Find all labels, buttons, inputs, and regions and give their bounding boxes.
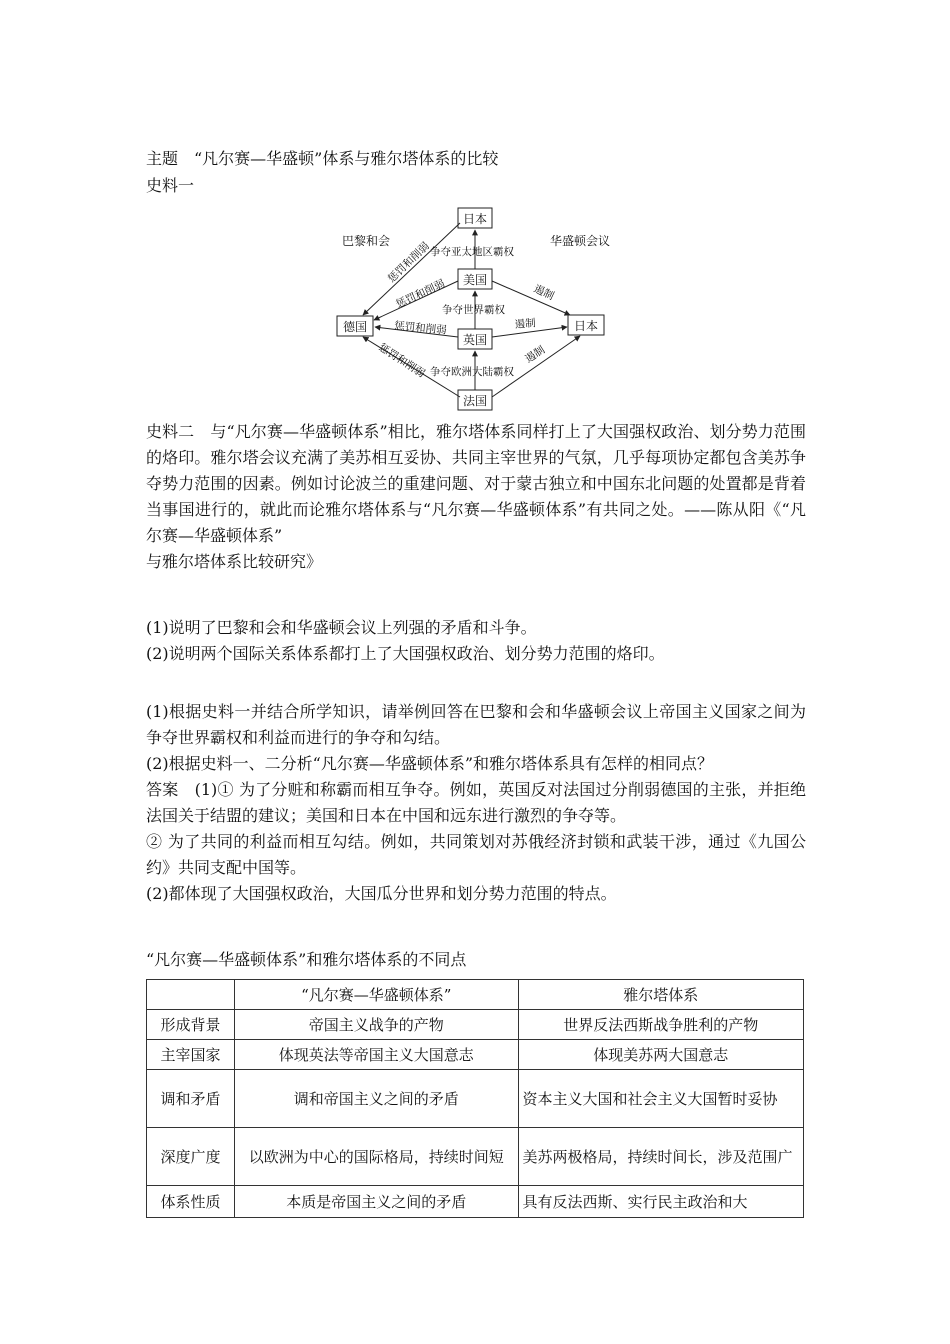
comparison-table	[146, 979, 804, 1218]
source2-citation-tail: 与雅尔塔体系比较研究》	[146, 552, 323, 571]
source2-block	[146, 419, 806, 575]
edge-usa-germany: 惩罚和削弱	[394, 277, 447, 311]
table-header-cell: “凡尔赛—华盛顿体系”	[235, 980, 518, 1010]
node-uk-label: 英国	[462, 333, 488, 347]
answer-part-a: 答案 (1)① 为了分赃和称霸而相互争夺。例如，英国反对法国过分削弱德国的主张，并拒绝法国关于结盟的建议；美国和日本在中国和远东进行激烈的争夺等。	[146, 780, 806, 825]
node-japan-top-label: 日本	[462, 212, 488, 226]
relations-diagram	[330, 205, 620, 413]
table-cell: 具有反法西斯、实行民主政治和大	[518, 1186, 803, 1218]
edge-uk-japan: 遏制	[514, 317, 537, 331]
table-cell: 体现英法等帝国主义大国意志	[235, 1040, 518, 1070]
node-usa-label: 美国	[462, 273, 488, 287]
table-cell: 本质是帝国主义之间的矛盾	[235, 1186, 518, 1218]
question-1: (1)根据史料一并结合所学知识，请举例回答在巴黎和会和华盛顿会议上帝国主义国家之间为争夺世界霸权和利益而进行的争夺和勾结。	[146, 702, 806, 747]
note-1: (1)说明了巴黎和会和华盛顿会议上列强的矛盾和斗争。	[146, 618, 537, 637]
edge-france-germany: 惩罚和削弱	[376, 341, 427, 381]
table-header-cell: 雅尔塔体系	[518, 980, 803, 1010]
row-label: 主宰国家	[147, 1040, 235, 1070]
node-germany-label: 德国	[342, 320, 368, 334]
node-japan-right-label: 日本	[573, 319, 599, 333]
table-title: “凡尔赛—华盛顿体系”和雅尔塔体系的不同点	[146, 950, 467, 969]
label-washington: 华盛顿会议	[550, 234, 611, 248]
question-2: (2)根据史料一、二分析“凡尔赛—华盛顿体系”和雅尔塔体系具有怎样的相同点？	[146, 754, 714, 773]
table-row	[147, 1040, 804, 1070]
table-cell: 资本主义大国和社会主义大国暂时妥协	[518, 1070, 803, 1128]
questions-block	[146, 699, 806, 907]
edge-uk-germany: 惩罚和削弱	[393, 320, 448, 337]
table-cell: 体现美苏两大国意志	[518, 1040, 803, 1070]
table-row	[147, 1186, 804, 1218]
source2-text: 史料二 与“凡尔赛—华盛顿体系”相比，雅尔塔体系同样打上了大国强权政治、划分势力范围的烙印。雅尔塔会议充满了美苏相互妥协、共同主宰世界的气氛，几乎每项协定都包含美苏争夺势力范围的因素。例如讨论波兰的重建问题、对于蒙古独立和中国东北问题的处置都是背着当事国进行的，就此而论雅尔塔体系与“凡尔赛—华盛顿体系”有共同之处。——陈从阳《“凡尔赛—华盛顿体系”	[146, 422, 806, 545]
row-label: 调和矛盾	[147, 1070, 235, 1128]
table-header-cell	[147, 980, 235, 1010]
edge-france-japan: 遏制	[523, 344, 548, 366]
node-france-label: 法国	[462, 394, 488, 408]
text-europe: 争夺欧洲大陆霸权	[430, 366, 514, 378]
answer-part-c: (2)都体现了大国强权政治，大国瓜分世界和划分势力范围的特点。	[146, 884, 617, 903]
note-2: (2)说明两个国际关系体系都打上了大国强权政治、划分势力范围的烙印。	[146, 644, 665, 663]
table-cell: 以欧洲为中心的国际格局，持续时间短	[235, 1128, 518, 1186]
text-world: 争夺世界霸权	[442, 304, 505, 316]
table-row	[147, 1010, 804, 1040]
row-label: 体系性质	[147, 1186, 235, 1218]
table-cell: 调和帝国主义之间的矛盾	[235, 1070, 518, 1128]
source1-label: 史料一	[146, 176, 195, 195]
notes-block	[146, 615, 806, 667]
table-row	[147, 1128, 804, 1186]
row-label: 深度广度	[147, 1128, 235, 1186]
table-header-row	[147, 980, 804, 1010]
edge-usa-japan: 遏制	[531, 282, 556, 303]
table-cell: 世界反法西斯战争胜利的产物	[518, 1010, 803, 1040]
label-paris: 巴黎和会	[342, 234, 391, 248]
topic-heading: 主题 “凡尔赛—华盛顿”体系与雅尔塔体系的比较	[146, 149, 499, 168]
table-cell: 美苏两极格局，持续时间长，涉及范围广	[518, 1128, 803, 1186]
edge-japan-germany: 惩罚和削弱	[385, 240, 432, 286]
table-cell: 帝国主义战争的产物	[235, 1010, 518, 1040]
text-asia-pacific: 争夺亚太地区霸权	[430, 246, 514, 258]
answer-part-b: ② 为了共同的利益而相互勾结。例如，共同策划对苏俄经济封锁和武装干涉，通过《九国公约》共同支配中国等。	[146, 832, 806, 877]
row-label: 形成背景	[147, 1010, 235, 1040]
table-row	[147, 1070, 804, 1128]
